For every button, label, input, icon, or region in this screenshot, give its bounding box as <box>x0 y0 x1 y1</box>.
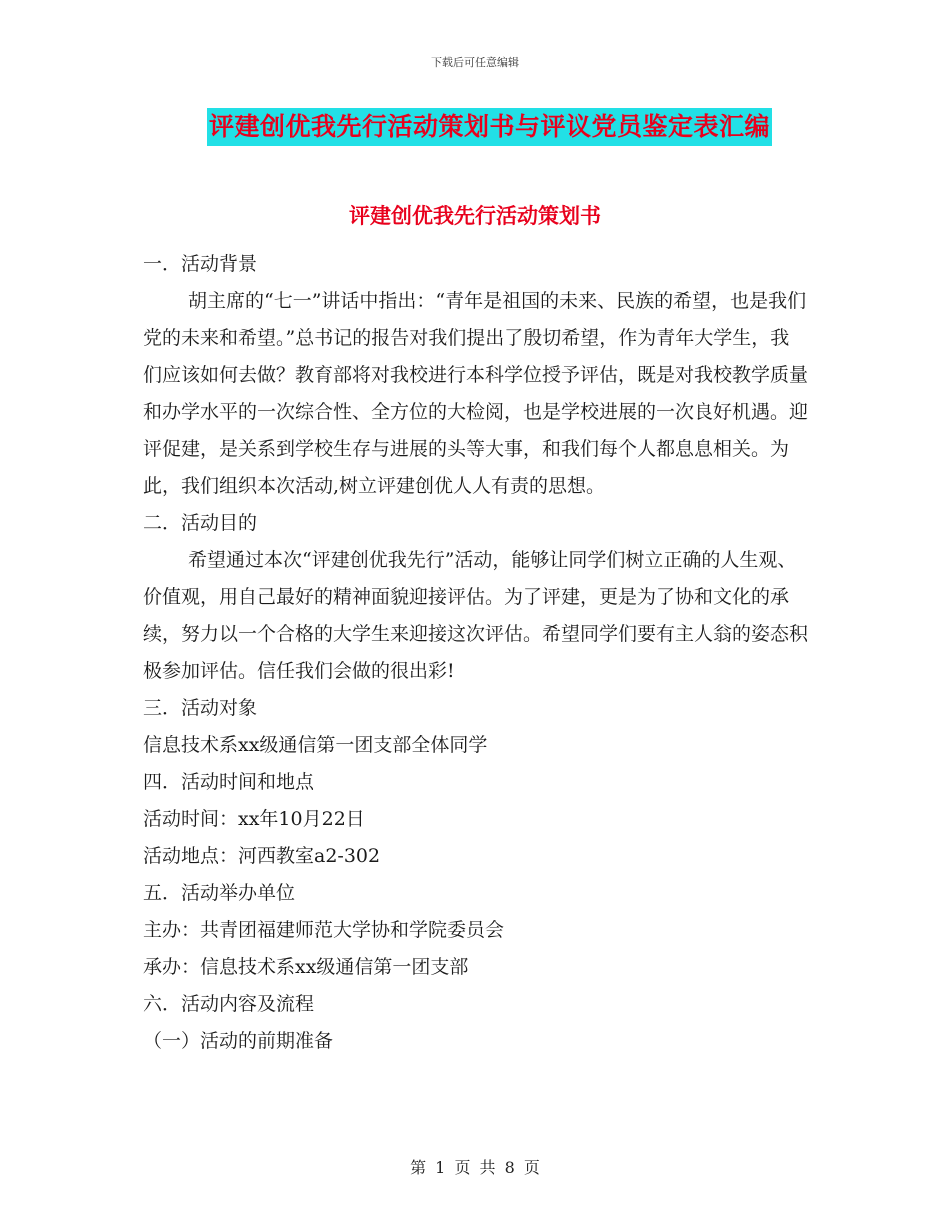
heading-content-flow: 六．活动内容及流程 <box>143 993 315 1015</box>
document-body <box>143 246 808 1060</box>
subheading-preparation: （一）活动的前期准备 <box>143 1030 334 1052</box>
page-number-footer: 第 1 页 共 8 页 <box>410 1158 540 1177</box>
line-organizer: 承办：信息技术系xx级通信第一团支部 <box>143 956 469 978</box>
heading-purpose: 二．活动目的 <box>143 512 258 534</box>
paragraph-purpose: 希望通过本次“评建创优我先行”活动，能够让同学们树立正确的人生观、价值观，用自己最好的精神面貌迎接评估。为了评建，更是为了协和文化的承续，努力以一个合格的大学生来迎接这次评估。希望同学们要有主人翁的姿态积极参加评估。信任我们会做的很出彩! <box>143 549 809 682</box>
document-title: 评建创优我先行活动策划书与评议党员鉴定表汇编 <box>207 108 772 146</box>
line-time: 活动时间：xx年10月22日 <box>143 808 365 830</box>
line-host: 主办：共青团福建师范大学协和学院委员会 <box>143 919 505 941</box>
line-place: 活动地点：河西教室a2-302 <box>143 845 381 867</box>
heading-time-place: 四．活动时间和地点 <box>143 771 315 793</box>
section-title: 评建创优我先行活动策划书 <box>349 203 601 228</box>
paragraph-background: 胡主席的“七一”讲话中指出：“青年是祖国的未来、民族的希望，也是我们党的未来和希望。”总书记的报告对我们提出了殷切希望，作为青年大学生，我们应该如何去做？教育部将对我校进行本科学位授予评估，既是对我校教学质量和办学水平的一次综合性、全方位的大检阅，也是学校进展的一次良好机遇。迎评促建，是关系到学校生存与进展的头等大事，和我们每个人都息息相关。为此，我们组织本次活动,树立评建创优人人有责的思想。 <box>143 290 809 497</box>
heading-organizers: 五．活动举办单位 <box>143 882 296 904</box>
heading-background: 一．活动背景 <box>143 253 258 275</box>
heading-audience: 三．活动对象 <box>143 697 258 719</box>
header-note: 下载后可任意编辑 <box>431 56 519 69</box>
line-audience: 信息技术系xx级通信第一团支部全体同学 <box>143 734 488 756</box>
